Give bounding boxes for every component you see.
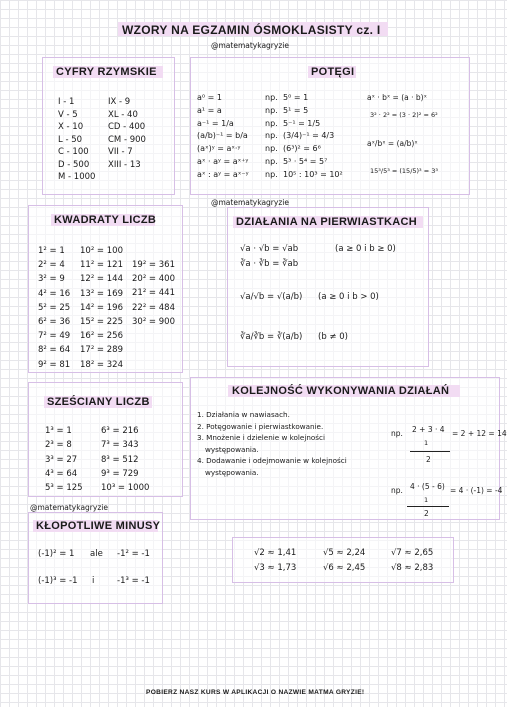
- list-item: np.: [265, 118, 278, 128]
- list-item: 8² = 64: [38, 345, 71, 356]
- power-quotient-rule: aˣ/bˣ = (a/b)ˣ: [367, 139, 418, 148]
- list-item: IX - 9: [108, 97, 131, 107]
- footer-text: POBIERZ NASZ KURS W APLIKACJI O NAZWIE MATMA GRYZIE!: [146, 689, 365, 696]
- squares-col-3: [132, 258, 175, 329]
- list-item: 5³ = 125: [45, 483, 83, 494]
- roots-box: [227, 207, 429, 367]
- root-quotient-cube: ∛a/∛b = ∛(a/b): [240, 332, 303, 342]
- minus-example-2-left: (-1)³ = -1: [38, 576, 78, 586]
- roman-col-2: [108, 96, 146, 171]
- list-item: 2. Potęgowanie i pierwiastkowanie.: [197, 421, 324, 431]
- roman-col-1: [58, 96, 95, 184]
- list-item: 12² = 144: [80, 274, 123, 285]
- squares-heading: KWADRATY LICZB: [54, 214, 157, 226]
- page-title: WZORY NA EGZAMIN ÓSMOKLASISTY cz. I: [122, 23, 381, 37]
- list-item: (aˣ)ʸ = aˣ·ʸ: [197, 144, 241, 154]
- list-item: np.: [265, 105, 278, 115]
- order-list: [197, 409, 347, 478]
- handle-bottom: @matematykagryzie: [30, 503, 108, 512]
- roman-heading: CYFRY RZYMSKIE: [56, 66, 157, 78]
- handle-middle: @matematykagryzie: [211, 198, 289, 207]
- root-product-cube: ∛a · ∛b = ∛ab: [240, 259, 299, 269]
- list-item: 3² = 9: [38, 274, 65, 285]
- squares-col-1: [38, 244, 70, 372]
- list-item: X - 10: [58, 122, 84, 132]
- minus-connector-i: i: [92, 576, 95, 586]
- list-item: a¹ = a: [197, 105, 222, 115]
- list-item: np.: [265, 156, 278, 166]
- sqrt8-approx: √8 ≈ 2,83: [391, 563, 434, 573]
- list-item: występowania.: [205, 467, 259, 477]
- minus-heading: KŁOPOTLIWE MINUSY: [36, 520, 161, 532]
- list-item: 5¹ = 5: [283, 105, 309, 115]
- list-item: VII - 7: [108, 147, 133, 157]
- minus-example-1-left: (-1)² = 1: [38, 549, 75, 559]
- list-item: 5³ · 5⁴ = 5⁷: [283, 156, 328, 166]
- list-item: M - 1000: [58, 172, 96, 182]
- list-item: 9² = 81: [38, 359, 71, 370]
- list-item: 7³ = 343: [101, 440, 139, 451]
- order-example-1-numerator: 2 + 3 · 4: [412, 425, 445, 434]
- list-item: 21² = 441: [132, 288, 175, 299]
- power-product-rule: aˣ · bˣ = (a · b)ˣ: [367, 93, 427, 102]
- list-item: 9³ = 729: [101, 468, 139, 479]
- order-example-2-result: = 4 · (-1) = -4: [450, 486, 503, 495]
- list-item: 16² = 256: [80, 331, 123, 342]
- list-item: 5⁰ = 1: [283, 93, 309, 102]
- list-item: (3/4)⁻¹ = 4/3: [283, 131, 335, 141]
- list-item: 7² = 49: [38, 331, 71, 342]
- list-item: 1³ = 1: [45, 426, 72, 436]
- sqrt2-approx: √2 ≈ 1,41: [254, 548, 297, 558]
- cubes-col-1: [45, 424, 83, 495]
- order-example-1-result: = 2 + 12 = 14: [452, 429, 507, 438]
- list-item: 10² = 100: [80, 246, 123, 256]
- list-item: (6³)² = 6⁶: [283, 144, 321, 154]
- list-item: 30² = 900: [132, 316, 175, 327]
- list-item: 11² = 121: [80, 260, 123, 271]
- minus-connector-ale: ale: [90, 549, 103, 559]
- list-item: 15² = 225: [80, 317, 123, 328]
- list-item: np.: [265, 144, 278, 154]
- list-item: 19² = 361: [132, 260, 175, 270]
- list-item: 4² = 16: [38, 288, 71, 299]
- list-item: aˣ : aʸ = aˣ⁻ʸ: [197, 169, 249, 179]
- powers-heading: POTĘGI: [311, 66, 355, 78]
- list-item: 2³ = 8: [45, 440, 72, 451]
- list-item: CM - 900: [108, 134, 146, 145]
- list-item: XIII - 13: [108, 159, 141, 170]
- list-item: 6³ = 216: [101, 426, 139, 436]
- list-item: 22² = 484: [132, 302, 175, 313]
- list-item: 8³ = 512: [101, 454, 139, 465]
- list-item: 3. Mnożenie i dzielenie w kolejności: [197, 433, 325, 442]
- list-item: 17² = 289: [80, 345, 123, 356]
- roots-heading: DZIAŁANIA NA PIERWIASTKACH: [236, 216, 417, 228]
- list-item: 13² = 169: [80, 288, 123, 299]
- list-item: 5² = 25: [38, 302, 71, 313]
- list-item: 20² = 400: [132, 274, 175, 285]
- sqrt6-approx: √6 ≈ 2,45: [323, 563, 366, 573]
- list-item: 1² = 1: [38, 246, 65, 256]
- order-example-2-numerator: 4 · (5 - 6): [410, 482, 445, 491]
- squares-col-2: [80, 244, 123, 372]
- root-condition-2: (a ≥ 0 i b > 0): [318, 292, 379, 302]
- list-item: 3³ = 27: [45, 454, 78, 465]
- order-example-1-step: 1: [424, 439, 429, 447]
- list-item: 5⁻¹ = 1/5: [283, 118, 321, 128]
- list-item: 6² = 36: [38, 317, 71, 328]
- power-quotient-example: 15³/5³ = (15/5)³ = 3³: [370, 167, 438, 175]
- list-item: I - 1: [58, 97, 75, 107]
- power-product-example: 3² · 2² = (3 · 2)² = 6²: [370, 111, 438, 119]
- list-item: D - 500: [58, 159, 90, 170]
- list-item: aˣ · aʸ = aˣ⁺ʸ: [197, 156, 249, 166]
- list-item: 10⁵ : 10³ = 10²: [283, 169, 343, 179]
- list-item: 1. Działania w nawiasach.: [197, 410, 290, 419]
- list-item: 4³ = 64: [45, 468, 78, 479]
- cubes-heading: SZEŚCIANY LICZB: [47, 396, 150, 408]
- fraction-bar: [410, 451, 450, 452]
- list-item: V - 5: [58, 109, 78, 120]
- list-item: (a/b)⁻¹ = b/a: [197, 131, 248, 141]
- list-item: a⁰ = 1: [197, 93, 222, 102]
- list-item: 4. Dodawanie i odejmowanie w kolejności: [197, 456, 347, 465]
- root-product-square: √a · √b = √ab: [240, 244, 299, 254]
- root-approximations-box: [232, 537, 454, 583]
- handle-top: @matematykagryzie: [211, 41, 289, 50]
- list-item: np.: [265, 131, 278, 141]
- fraction-bar: [407, 506, 449, 507]
- minus-example-2-right: -1³ = -1: [117, 576, 150, 586]
- sqrt7-approx: √7 ≈ 2,65: [391, 548, 434, 558]
- powers-example-labels: [265, 92, 278, 182]
- sqrt3-approx: √3 ≈ 1,73: [254, 563, 297, 573]
- order-example-label-2: np.: [391, 486, 403, 495]
- list-item: XL - 40: [108, 109, 138, 120]
- root-quotient-square: √a/√b = √(a/b): [240, 292, 303, 302]
- list-item: 10³ = 1000: [101, 483, 150, 494]
- order-example-label-1: np.: [391, 429, 403, 438]
- order-example-2-step: 1: [424, 496, 429, 504]
- list-item: L - 50: [58, 134, 83, 145]
- list-item: np.: [265, 93, 278, 102]
- list-item: C - 100: [58, 147, 89, 157]
- cubes-col-2: [101, 424, 149, 495]
- list-item: 2² = 4: [38, 260, 65, 271]
- root-condition-3: (b ≠ 0): [318, 332, 348, 342]
- list-item: 14² = 196: [80, 302, 123, 313]
- order-heading: KOLEJNOŚĆ WYKONYWANIA DZIAŁAŃ: [232, 385, 450, 397]
- root-condition-1: (a ≥ 0 i b ≥ 0): [335, 244, 396, 254]
- list-item: np.: [265, 169, 278, 179]
- minus-example-1-right: -1² = -1: [117, 549, 150, 559]
- list-item: 18² = 324: [80, 359, 123, 370]
- list-item: CD - 400: [108, 122, 146, 132]
- list-item: występowania.: [205, 444, 259, 454]
- list-item: a⁻¹ = 1/a: [197, 118, 234, 128]
- order-example-2-denominator: 2: [424, 509, 429, 518]
- order-example-1-denominator: 2: [426, 455, 431, 464]
- powers-rules: [197, 92, 249, 182]
- powers-examples: [283, 92, 343, 182]
- sqrt5-approx: √5 ≈ 2,24: [323, 548, 366, 558]
